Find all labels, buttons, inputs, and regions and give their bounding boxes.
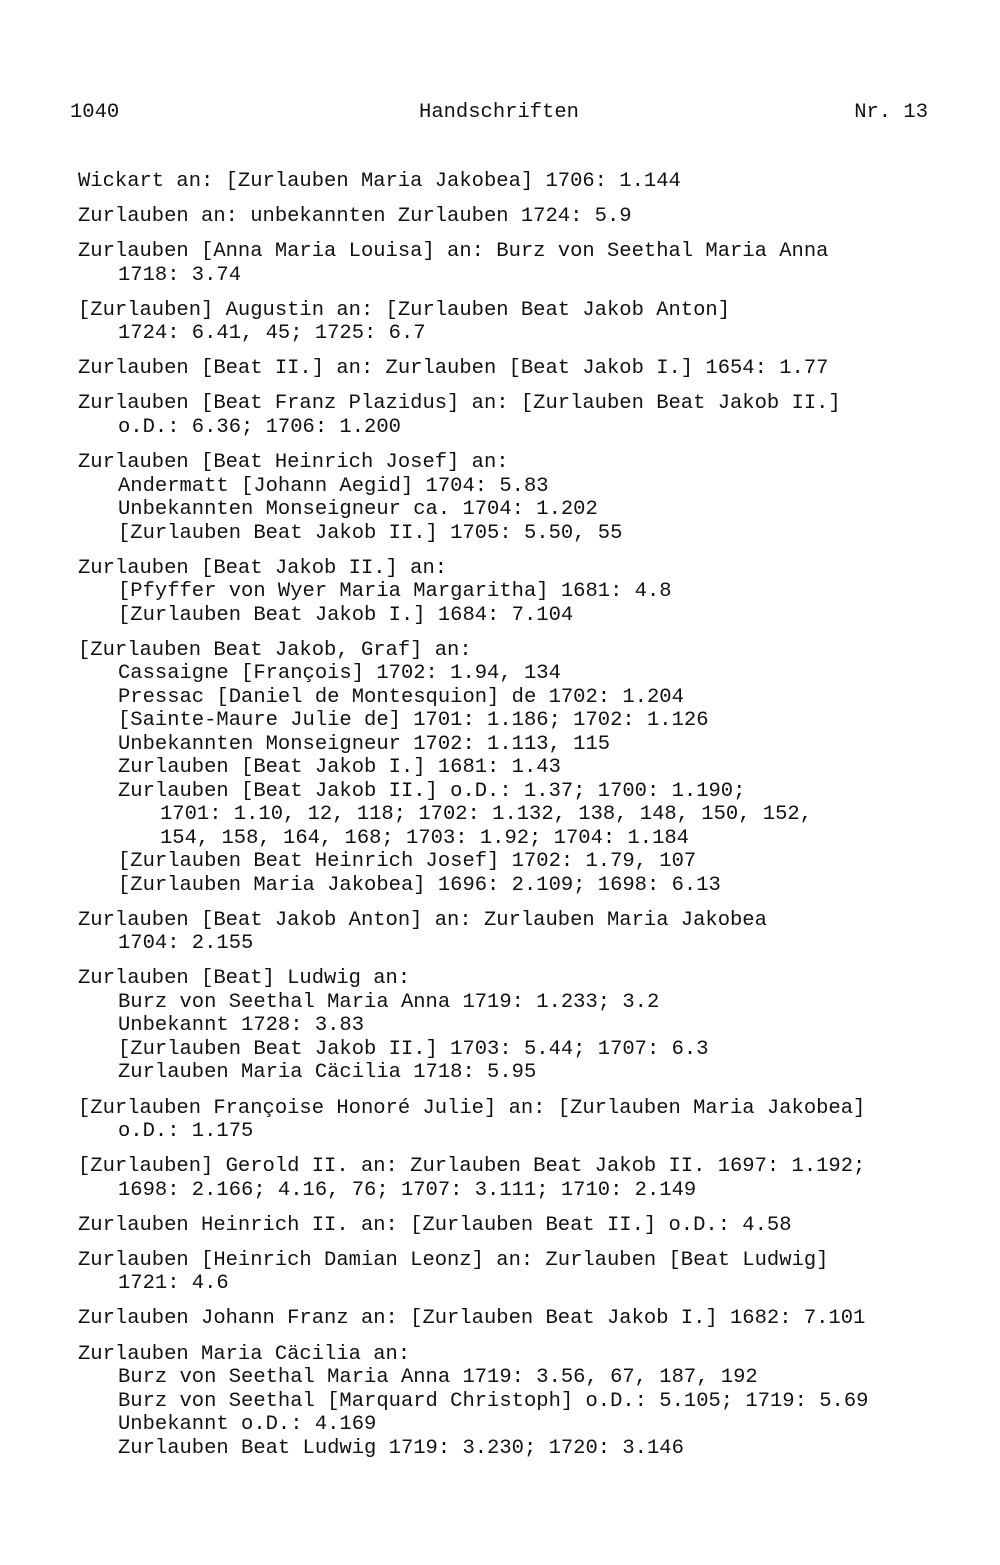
entry-heading: Zurlauben [Beat Franz Plazidus] an: [Zurlauben Beat Jakob II.] — [78, 392, 841, 416]
index-entry — [78, 392, 958, 439]
page-header — [70, 101, 928, 127]
entry-heading: [Zurlauben Beat Jakob, Graf] an: — [78, 638, 472, 662]
entry-line: Pressac [Daniel de Montesquion] de 1702: 1.204 — [118, 685, 684, 709]
entry-line: [Zurlauben Beat Jakob II.] 1703: 5.44; 1707: 6.3 — [118, 1037, 709, 1061]
index-entry — [78, 1343, 958, 1461]
entry-heading: [Zurlauben Françoise Honoré Julie] an: [Zurlauben Maria Jakobea] — [78, 1096, 866, 1120]
index-entry — [78, 909, 958, 956]
entry-line: Unbekannten Monseigneur 1702: 1.113, 115 — [118, 732, 611, 756]
entry-line: [Zurlauben Beat Heinrich Josef] 1702: 1.79, 107 — [118, 850, 697, 874]
entry-line: Burz von Seethal [Marquard Christoph] o.D.: 5.105; 1719: 5.69 — [118, 1389, 869, 1413]
index-entry — [78, 299, 958, 346]
index-entry — [78, 639, 958, 898]
index-entries — [78, 170, 958, 1472]
section-number: Nr. 13 — [854, 101, 928, 124]
index-entry — [78, 557, 958, 628]
entry-line: Zurlauben [Beat Jakob I.] 1681: 1.43 — [118, 756, 561, 780]
entry-heading: Zurlauben Maria Cäcilia an: — [78, 1342, 411, 1366]
entry-heading: Wickart an: [Zurlauben Maria Jakobea] 1706: 1.144 — [78, 170, 681, 193]
index-entry — [78, 967, 958, 1085]
running-title: Handschriften — [419, 101, 579, 124]
index-entry — [78, 1214, 958, 1238]
entry-line: Cassaigne [François] 1702: 1.94, 134 — [118, 662, 561, 686]
index-entry — [78, 1097, 958, 1144]
entry-line: o.D.: 6.36; 1706: 1.200 — [118, 415, 401, 439]
entry-line: o.D.: 1.175 — [118, 1120, 254, 1144]
entry-heading: Zurlauben [Anna Maria Louisa] an: Burz von Seethal Maria Anna — [78, 240, 829, 264]
index-entry — [78, 240, 958, 287]
entry-line: Burz von Seethal Maria Anna 1719: 1.233; 3.2 — [118, 990, 660, 1014]
entry-line: 1698: 2.166; 4.16, 76; 1707: 3.111; 1710: 2.149 — [118, 1178, 697, 1202]
entry-heading: Zurlauben [Beat Jakob Anton] an: Zurlauben Maria Jakobea — [78, 908, 767, 932]
entry-heading: Zurlauben Johann Franz an: [Zurlauben Beat Jakob I.] 1682: 7.101 — [78, 1307, 866, 1331]
entry-heading: Zurlauben [Heinrich Damian Leonz] an: Zurlauben [Beat Ludwig] — [78, 1248, 829, 1272]
entry-heading: Zurlauben an: unbekannten Zurlauben 1724: 5.9 — [78, 205, 632, 229]
entry-line: Unbekannten Monseigneur ca. 1704: 1.202 — [118, 498, 598, 522]
index-entry — [78, 451, 958, 545]
entry-heading: Zurlauben [Beat Heinrich Josef] an: — [78, 451, 509, 475]
entry-line: Zurlauben Beat Ludwig 1719: 3.230; 1720: 3.146 — [118, 1436, 684, 1460]
entry-heading: [Zurlauben] Gerold II. an: Zurlauben Beat Jakob II. 1697: 1.192; — [78, 1155, 866, 1179]
entry-heading: Zurlauben Heinrich II. an: [Zurlauben Beat II.] o.D.: 4.58 — [78, 1213, 792, 1237]
index-entry — [78, 1307, 958, 1331]
entry-line: 1718: 3.74 — [118, 263, 242, 287]
entry-line: Unbekannt 1728: 3.83 — [118, 1014, 365, 1038]
entry-line: Burz von Seethal Maria Anna 1719: 3.56, 67, 187, 192 — [118, 1366, 758, 1389]
entry-line: Andermatt [Johann Aegid] 1704: 5.83 — [118, 474, 549, 498]
entry-line: [Pfyffer von Wyer Maria Margaritha] 1681: 4.8 — [118, 580, 672, 604]
entry-line: 1721: 4.6 — [118, 1272, 229, 1296]
entry-line: [Zurlauben Beat Jakob I.] 1684: 7.104 — [118, 603, 574, 627]
entry-line: 1701: 1.10, 12, 118; 1702: 1.132, 138, 148, 150, 152, — [160, 803, 813, 827]
entry-heading: Zurlauben [Beat Jakob II.] an: — [78, 556, 448, 580]
index-entry — [78, 170, 958, 194]
entry-line: Zurlauben Maria Cäcilia 1718: 5.95 — [118, 1061, 537, 1085]
index-entry — [78, 1155, 958, 1202]
entry-line: [Zurlauben Maria Jakobea] 1696: 2.109; 1698: 6.13 — [118, 873, 721, 897]
entry-line: 154, 158, 164, 168; 1703: 1.92; 1704: 1.184 — [160, 826, 689, 850]
page-number: 1040 — [70, 101, 120, 124]
entry-line: [Zurlauben Beat Jakob II.] 1705: 5.50, 55 — [118, 521, 623, 545]
entry-heading: Zurlauben [Beat] Ludwig an: — [78, 967, 411, 991]
entry-line: Zurlauben [Beat Jakob II.] o.D.: 1.37; 1700: 1.190; — [118, 779, 746, 803]
entry-heading: Zurlauben [Beat II.] an: Zurlauben [Beat Jakob I.] 1654: 1.77 — [78, 357, 829, 381]
entry-heading: [Zurlauben] Augustin an: [Zurlauben Beat Jakob Anton] — [78, 298, 731, 322]
entry-line: 1704: 2.155 — [118, 932, 254, 956]
entry-line: Unbekannt o.D.: 4.169 — [118, 1413, 377, 1436]
index-entry — [78, 357, 958, 381]
entry-line: 1724: 6.41, 45; 1725: 6.7 — [118, 322, 426, 346]
index-entry — [78, 1249, 958, 1296]
entry-line: [Sainte-Maure Julie de] 1701: 1.186; 1702: 1.126 — [118, 709, 709, 733]
index-entry — [78, 205, 958, 229]
